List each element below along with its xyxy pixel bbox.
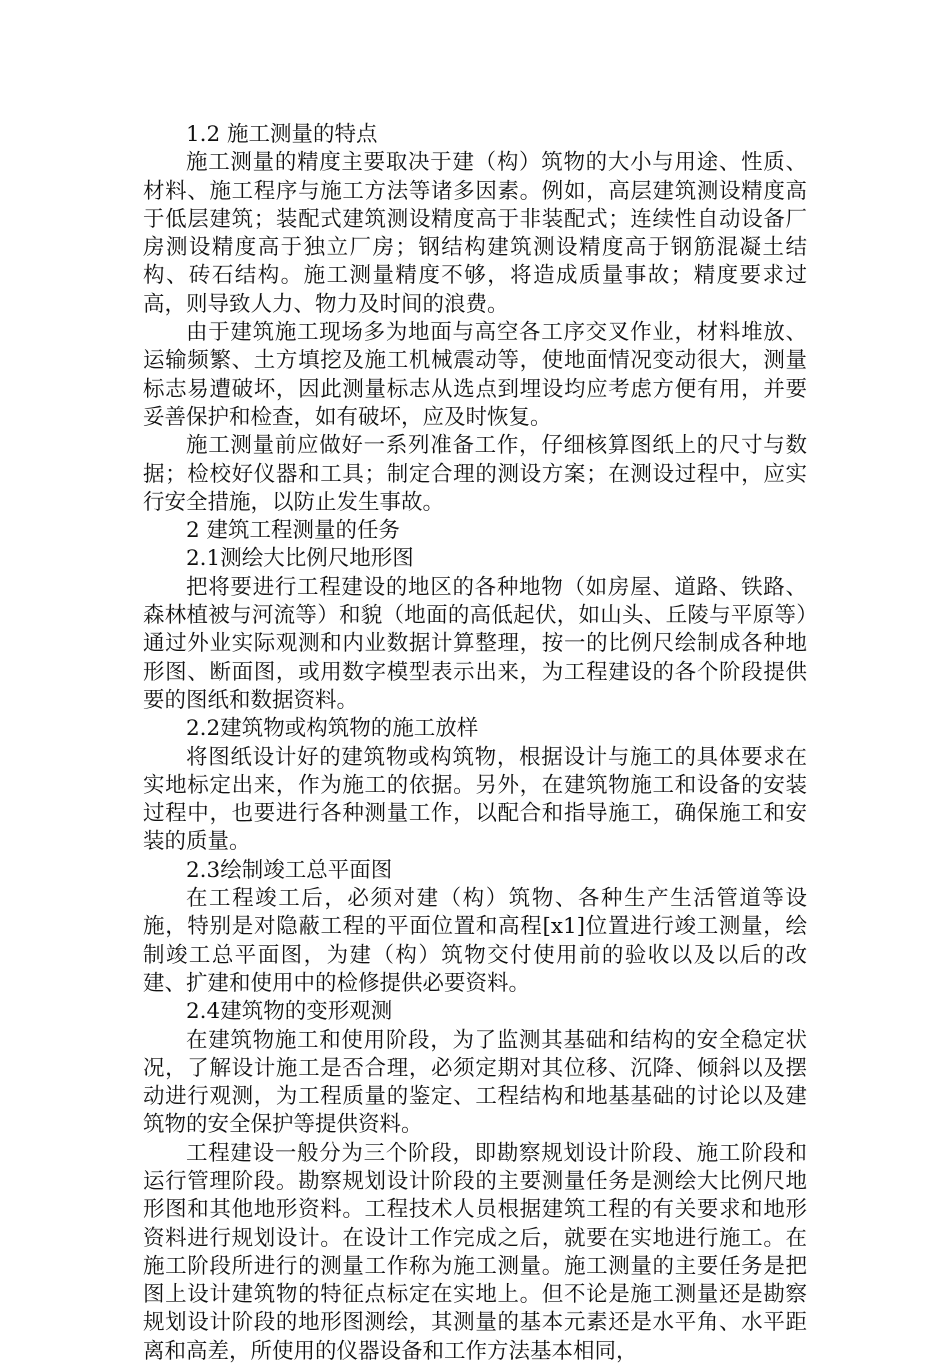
section-heading-2-3: 2.3绘制竣工总平面图 (186, 857, 393, 883)
paragraph-preparation: 施工测量前应做好一系列准备工作，仔细核算图纸上的尺寸与数据；检校好仪器和工具；制定合理的测设方案；在测设过程中，应实行安全措施，以防止发生事故。 (143, 433, 807, 515)
paragraph-topographic-map: 把将要进行工程建设的地区的各种地物（如房屋、道路、铁路、森林植被与河流等）和貌（地面的高低起伏，如山头、丘陵与平原等）通过外业实际观测和内业数据计算整理，按一的比例尺绘制成各种地形图、断面图，或用数字模型表示出来，为工程建设的各个阶段提供要的图纸和数据资料。 (143, 574, 807, 713)
paragraph-as-built-plan: 在工程竣工后，必须对建（构）筑物、各种生产生活管道等设施，特别是对隐蔽工程的平面位置和高程[x1]位置进行竣工测量，绘制竣工总平面图，为建（构）筑物交付使用前的验收以及以后的改建、扩建和使用中的检修提供必要资料。 (143, 886, 807, 996)
document-body (143, 121, 807, 1366)
section-heading-2-1: 2.1测绘大比例尺地形图 (186, 546, 414, 572)
paragraph-construction-stages: 工程建设一般分为三个阶段，即勘察规划设计阶段、施工阶段和运行管理阶段。勘察规划设计阶段的主要测量任务是测绘大比例尺地形图和其他地形资料。工程技术人员根据建筑工程的有关要求和地形资料进行规划设计。在设计工作完成之后，就要在实地进行施工。在施工阶段所进行的测量工作称为施工测量。施工测量的主要任务是把图上设计建筑物的特征点标定在实地上。但不论是施工测量还是勘察规划设计阶段的地形图测绘，其测量的基本元素还是水平角、水平距离和高差，所使用的仪器设备和工作方法基本相同， (143, 1140, 807, 1364)
section-heading-1-2: 1.2 施工测量的特点 (186, 122, 378, 147)
paragraph-precision: 施工测量的精度主要取决于建（构）筑物的大小与用途、性质、材料、施工程序与施工方法等诸多因素。例如，高层建筑测设精度高于低层建筑；装配式建筑测设精度高于非装配式；连续性自动设备厂房测设精度高于独立厂房；钢结构建筑测设精度高于钢筋混凝土结构、砖石结构。施工测量精度不够，将造成质量事故；精度要求过高，则导致人力、物力及时间的浪费。 (143, 150, 807, 317)
section-heading-2-4: 2.4建筑物的变形观测 (186, 999, 393, 1025)
paragraph-deformation: 在建筑物施工和使用阶段，为了监测其基础和结构的安全稳定状况，了解设计施工是否合理，必须定期对其位移、沉降、倾斜以及摆动进行观测，为工程质量的鉴定、工程结构和地基基础的讨论以及建筑物的安全保护等提供资料。 (143, 1027, 807, 1138)
paragraph-setting-out: 将图纸设计好的建筑物或构筑物，根据设计与施工的具体要求在实地标定出来，作为施工的依据。另外，在建筑物施工和设备的安装过程中，也要进行各种测量工作，以配合和指导施工，确保施工和安装的质量。 (143, 744, 807, 855)
section-heading-2: 2 建筑工程测量的任务 (186, 518, 401, 544)
section-heading-2-2: 2.2建筑物或构筑物的施工放样 (186, 716, 479, 742)
paragraph-site-conditions: 由于建筑施工现场多为地面与高空各工序交叉作业，材料堆放、运输频繁、土方填挖及施工机械震动等，使地面情况变动很大，测量标志易遭破坏，因此测量标志从选点到埋设均应考虑方便有用，并要妥善保护和检查，如有破坏，应及时恢复。 (143, 320, 807, 430)
